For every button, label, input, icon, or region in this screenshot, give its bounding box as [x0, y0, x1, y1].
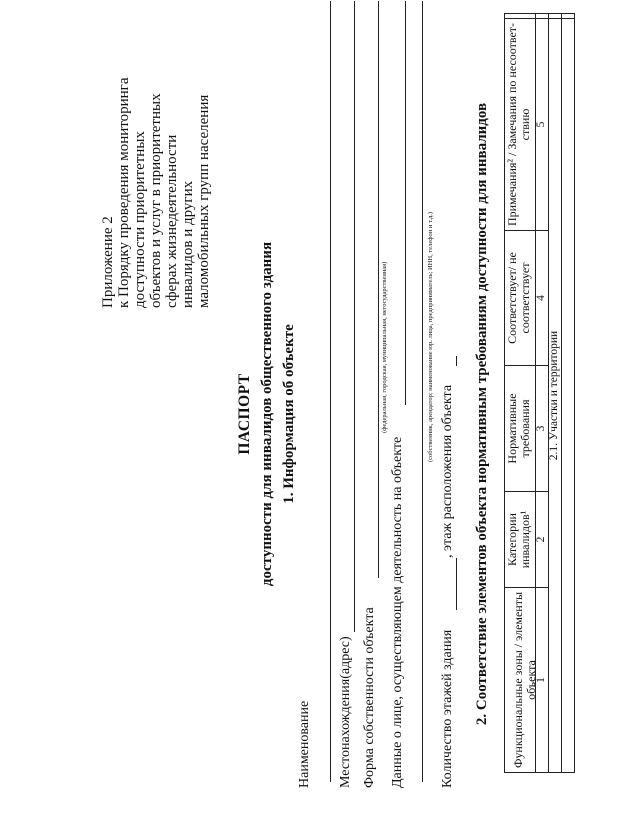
subsection-title: 2.1. Участки и территории — [548, 330, 560, 461]
field-floors-line[interactable] — [456, 558, 457, 610]
field-floor-location-line[interactable] — [456, 356, 457, 366]
appendix-line: к Порядку проведения мониторинга — [116, 77, 132, 308]
field-location-label: Местонахождения(адрес) — [338, 636, 353, 788]
column-number: 1 — [535, 677, 547, 683]
document-title: ПАСПОРТ — [236, 373, 253, 455]
column-number: 2 — [535, 536, 547, 543]
appendix-line: объектов и услуг в приоритетных — [148, 93, 164, 308]
field-floors-label: Количество этажей здания — [440, 629, 455, 788]
table-border-bottom — [574, 13, 575, 773]
column-header: Категории инвалидов¹ — [505, 510, 532, 569]
field-ownership-line[interactable] — [378, 1, 379, 578]
column-number: 3 — [535, 425, 547, 432]
column-header: Соответствует/ не соответствует — [505, 252, 532, 344]
appendix-line: Приложение 2 — [100, 216, 116, 308]
section-1-heading: 1. Информация об объекте — [281, 324, 297, 504]
field-ownership-label: Форма собственности объекта — [362, 607, 377, 788]
field-location-line[interactable] — [354, 1, 355, 632]
table-border-left — [504, 772, 574, 773]
table-border-right — [504, 13, 574, 14]
column-header: Примечания² / Замечания по несоответ-ствию — [505, 22, 532, 227]
section-2-heading: 2. Соответствие элементов объекта нормативным требованиям доступности для инвалидов — [474, 102, 490, 726]
field-ownership-hint: (федеральная, городская, муниципальная, негосударственная) — [381, 261, 388, 433]
field-name-label: Наименование — [297, 700, 312, 788]
column-number: 5 — [535, 121, 547, 128]
field-operator-line[interactable] — [405, 1, 406, 405]
appendix-note — [100, 78, 212, 308]
column-number: 4 — [535, 295, 547, 301]
appendix-line: маломобильных групп населения — [196, 94, 212, 308]
document-subtitle: доступности для инвалидов общественного здания — [259, 241, 275, 587]
field-name-line[interactable] — [330, 1, 331, 782]
appendix-line: доступности приоритетных — [132, 131, 148, 308]
field-operator-label: Данные о лице, осуществляющем деятельность на объекте — [390, 436, 405, 788]
field-operator-line-2[interactable] — [422, 1, 423, 782]
appendix-line: сферах жизнедеятельности — [164, 134, 180, 308]
appendix-line: инвалидов и других — [180, 180, 196, 308]
column-header: Нормативные требования — [505, 393, 532, 464]
field-floor-location-label: , этаж расположения объекта — [440, 384, 455, 558]
column-header: Функциональные зоны / элементы объекта — [511, 591, 538, 769]
table-rule — [561, 13, 562, 773]
field-operator-hint: (собственник, арендатор; наименование юр. лица, предприниматель; ИНН, телефон и т.д.) — [427, 211, 434, 462]
